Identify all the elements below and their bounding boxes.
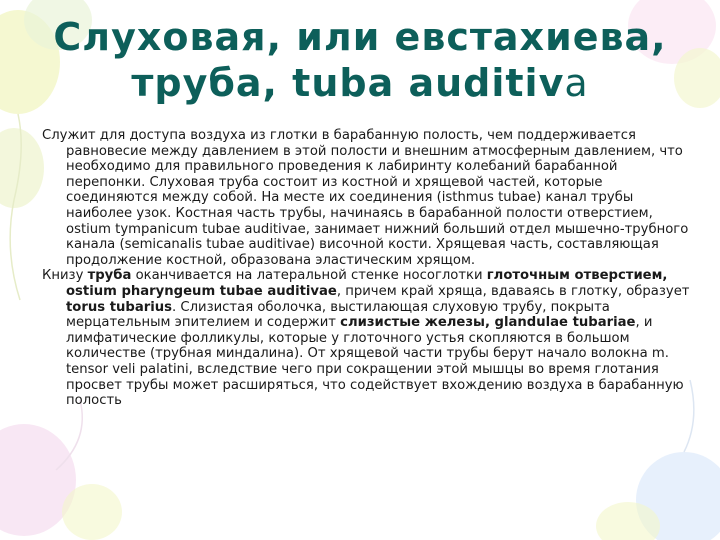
slide-title — [0, 14, 720, 106]
title-line-2-main: труба, tuba auditiv — [131, 61, 565, 105]
title-line-1: Слуховая, или евстахиева, — [53, 15, 667, 59]
p2-text-1: Книзу — [42, 268, 88, 284]
title-line-2-tail: a — [564, 61, 589, 105]
p2-bold-2: глоточным отверстием, ostium pharyngeum tubae auditivae — [66, 268, 668, 299]
title-line-2 — [0, 60, 720, 106]
p2-text-2: оканчивается на латеральной стенке носоглотки — [131, 268, 487, 284]
paragraph-2 — [42, 268, 694, 408]
p2-text-4: . Слизистая оболочка, выстилающая слуховую трубу, покрыта мерцательным эпителием и содержит — [66, 299, 610, 331]
p2-bold-4: слизистые железы, glandulae tubariae — [340, 315, 636, 331]
p2-text-5: , и лимфатические фолликулы, которые у глоточного устья скопляются в большом количестве (трубная миндалина). От хрящевой части трубы берут начало волокна m. tensor veli palatini, вследствие чего при сокращении этой мышцы во время глотания просвет трубы может расширяться, что содействует вхождению воздуха в барабанную полость — [66, 315, 684, 409]
p2-bold-1: труба — [87, 268, 132, 284]
paragraph-1: Служит для доступа воздуха из глотки в барабанную полость, чем поддерживается равновесие между давлением в этой полости и внешним атмосферным давлением, что необходимо для правильного проведения к лабиринту колебаний барабанной перепонки. Слуховая труба состоит из костной и хрящевой частей, которые соединяются между собой. На месте их соединения (isthmus tubae) канал трубы наиболее узок. Костная часть трубы, начинаясь в барабанной полости отверстием, ostium tympanicum tubae auditivae, занимает нижний больший отдел мышечно-трубного канала (semicanalis tubae auditivae) височной кости. Хрящевая часть, составляющая продолжение костной, образована эластическим хрящом. — [42, 128, 689, 268]
slide-body — [42, 128, 694, 409]
p2-text-3: , причем край хряща, вдаваясь в глотку, образует — [336, 283, 690, 299]
p2-bold-3: torus tubarius — [66, 299, 172, 315]
